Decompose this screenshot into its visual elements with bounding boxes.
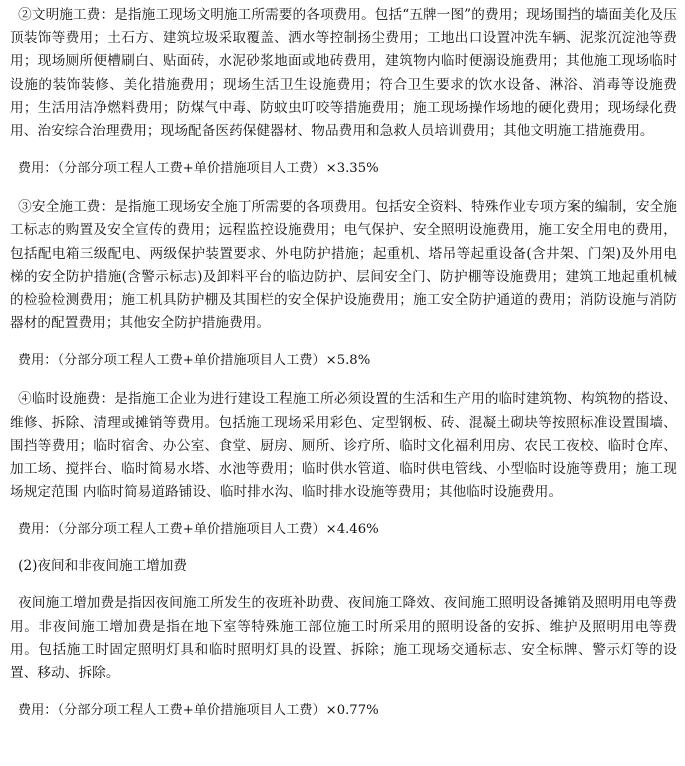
safety-construction-paragraph: ③安全施工费：是指施工现场安全施丁所需要的各项费用。包括安全资料、特殊作业专项方案的编制，安全施工标志的购置及安全宣传的费用；远程监控设施费用；电气保护、安全照明设施费用，施工安全用电的费用，包括配电箱三级配电、两级保护装置要求、外电防护措施；起重机、塔吊等起重设备(含井架、门架)及外用电梯的安全防护措施(含警示标志)及卸料平台的临边防护、层间安全门、防护棚等设施费用；建筑工地起重机械的检验检测费用；施工机具防护棚及其围栏的安全保护设施费用；施工安全防护通道的费用；消防设施与消防器材的配置费用；其他安全防护措施费用。 [10, 199, 677, 332]
safety-construction-formula: 费用：（分部分项工程人工费+单价措施项目人工费）×5.8% [17, 353, 371, 369]
night-construction-paragraph: 夜间施工增加费是指因夜间施工所发生的夜班补助费、夜间施工降效、夜间施工照明设备摊销及照明用电等费用。非夜间施工增加费是指在地下室等特殊施工部位施工时所采用的照明设备的安拆、维护及照明用电等费用。包括施工时固定照明灯具和临时照明灯具的设置、拆除；施工现场交通标志、安全标牌、警示灯等的设置、移动、拆除。 [10, 595, 677, 682]
night-construction-heading: (2)夜间和非夜间施工增加费 [18, 558, 187, 575]
civilized-construction-formula: 费用：（分部分项工程人工费+单价措施项目人工费）×3.35% [17, 161, 379, 177]
temporary-facilities-paragraph: ④临时设施费：是指施工企业为进行建设工程施工所必须设置的生活和生产用的临时建筑物、构筑物的搭设、维修、拆除、清理或摊销等费用。包括施工现场采用彩色、定型钢板、砖、混凝土砌块等按照标准设置围墙、围挡等费用；临时宿舍、办公室、食堂、厨房、厕所、诊疗所、临时文化福利用房、农民工夜校、临时仓库、加工场、搅拌台、临时简易水塔、水池等费用；临时供水管道、临时供电管线、小型临时设施等费用；施工现场规定范围 内临时简易道路铺设、临时排水沟、临时排水设施等费用；其他临时设施费用。 [10, 391, 677, 501]
night-construction-formula: 费用：（分部分项工程人工费+单价措施项目人工费）×0.77% [17, 703, 379, 719]
temporary-facilities-formula: 费用：（分部分项工程人工费+单价措施项目人工费）×4.46% [17, 522, 379, 538]
civilized-construction-paragraph: ②文明施工费：是指施工现场文明施工所需要的各项费用。包括“五牌一图”的费用；现场围挡的墙面美化及压顶装饰等费用；土石方、建筑垃圾采取覆盖、洒水等控制扬尘费用；工地出口设置冲洗车辆、泥浆沉淀池等费用；现场厕所便槽刷白、贴面砖，水泥砂浆地面或地砖费用，建筑物内临时便溺设施费用；其他施工现场临时设施的装饰装修、美化措施费用；现场生活卫生设施费用；符合卫生要求的饮水设备、淋浴、消毒等设施费用；生活用洁净燃料费用；防煤气中毒、防蚊虫叮咬等措施费用；施工现场操作场地的硬化费用；现场绿化费用、治安综合治理费用；现场配备医药保健器材、物品费用和急救人员培训费用；其他文明施工措施费用。 [10, 7, 677, 140]
